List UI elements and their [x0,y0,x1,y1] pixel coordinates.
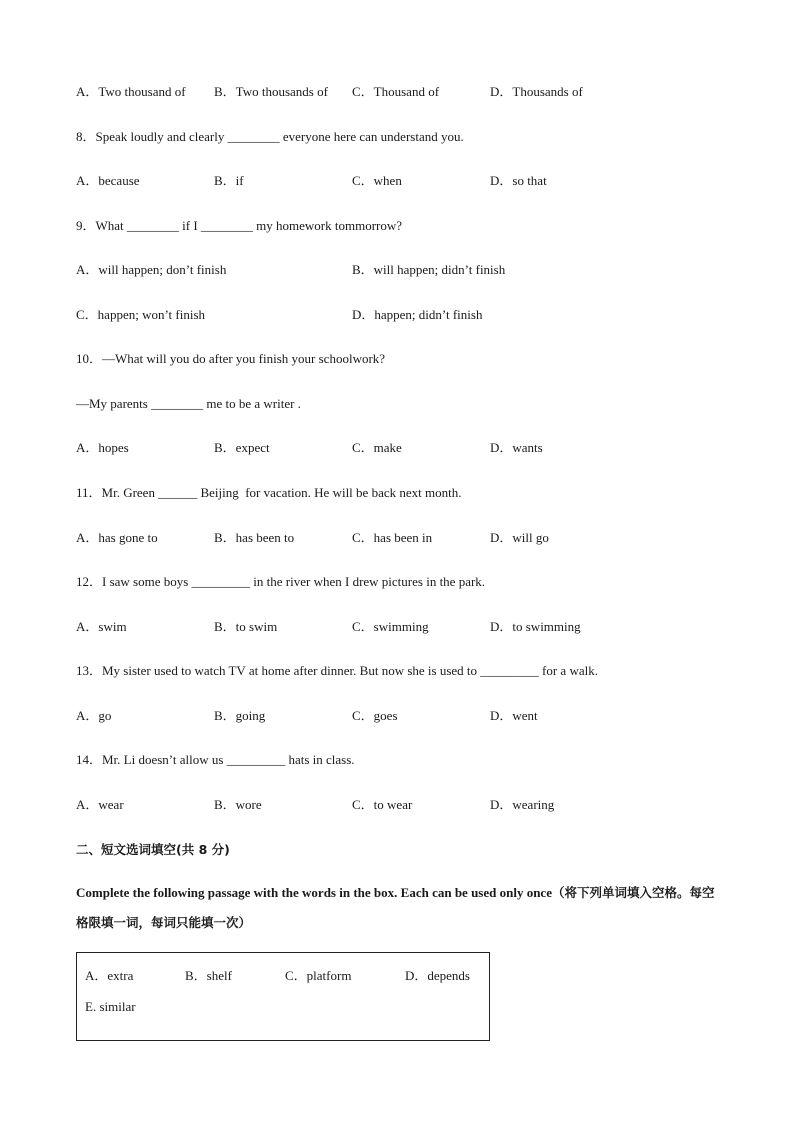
q8-option-b[interactable]: B．if [214,173,244,188]
box-option-c: C．platform [285,968,352,983]
box-option-d: D．depends [405,968,470,983]
q12-stem: 12．I saw some boys _________ in the river when I drew pictures in the park. [76,574,486,589]
instruction-chinese: （将下列单词填入空格。每空格限填一词，每词只能填一次） [76,885,715,930]
q9-option-a[interactable]: A．will happen; don’t finish [76,262,227,277]
q8-option-d[interactable]: D．so that [490,173,547,188]
box-option-a: A．extra [85,968,134,983]
box-option-e: E. similar [85,999,136,1014]
q10-option-a[interactable]: A．hopes [76,440,129,455]
q8-option-a[interactable]: A．because [76,173,140,188]
word-box [76,952,490,1041]
q13-stem: 13．My sister used to watch TV at home after dinner. But now she is used to _________ for a walk. [76,663,598,678]
q7-option-c[interactable]: C．Thousand of [352,84,440,99]
q14-option-b[interactable]: B．wore [214,797,262,812]
q14-stem: 14．Mr. Li doesn’t allow us _________ hats in class. [76,752,355,767]
instruction-english: Complete the following passage with the words in the box. Each can be used only once [76,885,552,900]
q7-option-d[interactable]: D．Thousands of [490,84,583,99]
q11-stem: 11．Mr. Green ______ Beijing for vacation. He will be back next month. [76,485,462,500]
q12-option-b[interactable]: B．to swim [214,619,278,634]
q13-option-d[interactable]: D．went [490,708,538,723]
q10-stem-reply: —My parents ________ me to be a writer . [76,396,301,411]
q7-option-b[interactable]: B．Two thousands of [214,84,328,99]
q9-option-c[interactable]: C．happen; won’t finish [76,307,206,322]
q12-option-c[interactable]: C．swimming [352,619,429,634]
q10-option-b[interactable]: B．expect [214,440,270,455]
q10-stem: 10．—What will you do after you finish your schoolwork? [76,351,386,366]
q14-option-c[interactable]: C．to wear [352,797,413,812]
q13-option-b[interactable]: B．going [214,708,266,723]
section-heading: 二、短文选词填空(共 8 分) [76,842,230,857]
q14-option-d[interactable]: D．wearing [490,797,555,812]
q11-option-a[interactable]: A．has gone to [76,530,158,545]
q12-option-d[interactable]: D．to swimming [490,619,581,634]
q7-option-a[interactable]: A．Two thousand of [76,84,186,99]
q9-option-b[interactable]: B．will happen; didn’t finish [352,262,506,277]
q8-option-c[interactable]: C．when [352,173,402,188]
box-option-b: B．shelf [185,968,232,983]
section-instruction [76,878,726,938]
q13-option-c[interactable]: C．goes [352,708,398,723]
q10-option-d[interactable]: D．wants [490,440,543,455]
q8-stem: 8．Speak loudly and clearly ________ everyone here can understand you. [76,129,464,144]
q9-stem: 9．What ________ if I ________ my homework tommorrow? [76,218,403,233]
q11-option-c[interactable]: C．has been in [352,530,433,545]
q13-option-a[interactable]: A．go [76,708,112,723]
q11-option-d[interactable]: D．will go [490,530,549,545]
q10-option-c[interactable]: C．make [352,440,402,455]
q14-option-a[interactable]: A．wear [76,797,124,812]
q12-option-a[interactable]: A．swim [76,619,127,634]
q9-option-d[interactable]: D．happen; didn’t finish [352,307,483,322]
q11-option-b[interactable]: B．has been to [214,530,295,545]
